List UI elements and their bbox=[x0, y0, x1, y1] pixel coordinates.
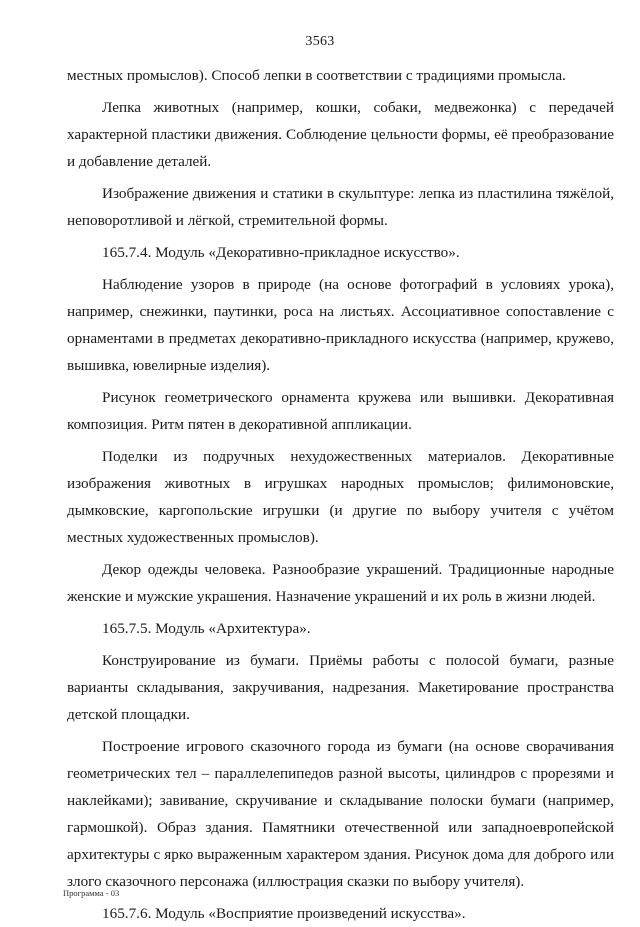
section-heading: 165.7.4. Модуль «Декоративно-прикладное искусство». bbox=[102, 244, 460, 261]
paragraph: Построение игрового сказочного города из бумаги (на основе сворачивания геометрических тел – параллелепипедов разной высоты, цилиндров с прорезями и наклейками); завивание, скручивание и складывание полоски бумаги (например, гармошкой). Образ здания. Памятники отечественной или западноевропейской архитектуры с ярко выраженным характером здания. Рисунок дома для доброго или злого сказочного персонажа (иллюстрация сказки по выбору учителя). bbox=[67, 738, 614, 890]
paragraph: Рисунок геометрического орнамента кружева или вышивки. Декоративная композиция. Ритм пятен в декоративной аппликации. bbox=[67, 389, 614, 433]
paragraph: местных промыслов). Способ лепки в соответствии с традициями промысла. bbox=[67, 67, 566, 84]
section-heading: 165.7.5. Модуль «Архитектура». bbox=[102, 620, 311, 637]
paragraph: Конструирование из бумаги. Приёмы работы с полосой бумаги, разные варианты складывания, закручивания, надрезания. Макетирование пространства детской площадки. bbox=[67, 652, 614, 723]
paragraph: Поделки из подручных нехудожественных материалов. Декоративные изображения животных в игрушках народных промыслов; филимоновские, дымковские, каргопольские игрушки (и другие по выбору учителя с учётом местных художественных промыслов). bbox=[67, 448, 614, 546]
paragraph: Лепка животных (например, кошки, собаки, медвежонка) с передачей характерной пластики движения. Соблюдение цельности формы, её преобразование и добавление деталей. bbox=[67, 99, 614, 170]
page-number: 3563 bbox=[305, 34, 335, 49]
section-heading: 165.7.6. Модуль «Восприятие произведений искусства». bbox=[102, 905, 466, 922]
paragraph: Изображение движения и статики в скульптуре: лепка из пластилина тяжёлой, неповоротливой и лёгкой, стремительной формы. bbox=[67, 185, 614, 229]
paragraph: Наблюдение узоров в природе (на основе фотографий в условиях урока), например, снежинки, паутинки, роса на листьях. Ассоциативное сопоставление с орнаментами в предметах декоративно-прикладного искусства (например, кружево, вышивка, ювелирные изделия). bbox=[67, 276, 614, 374]
footer-label: Программа - 03 bbox=[63, 888, 120, 898]
paragraph: Декор одежды человека. Разнообразие украшений. Традиционные народные женские и мужские украшения. Назначение украшений и их роль в жизни людей. bbox=[67, 561, 614, 605]
body-text bbox=[67, 62, 614, 927]
